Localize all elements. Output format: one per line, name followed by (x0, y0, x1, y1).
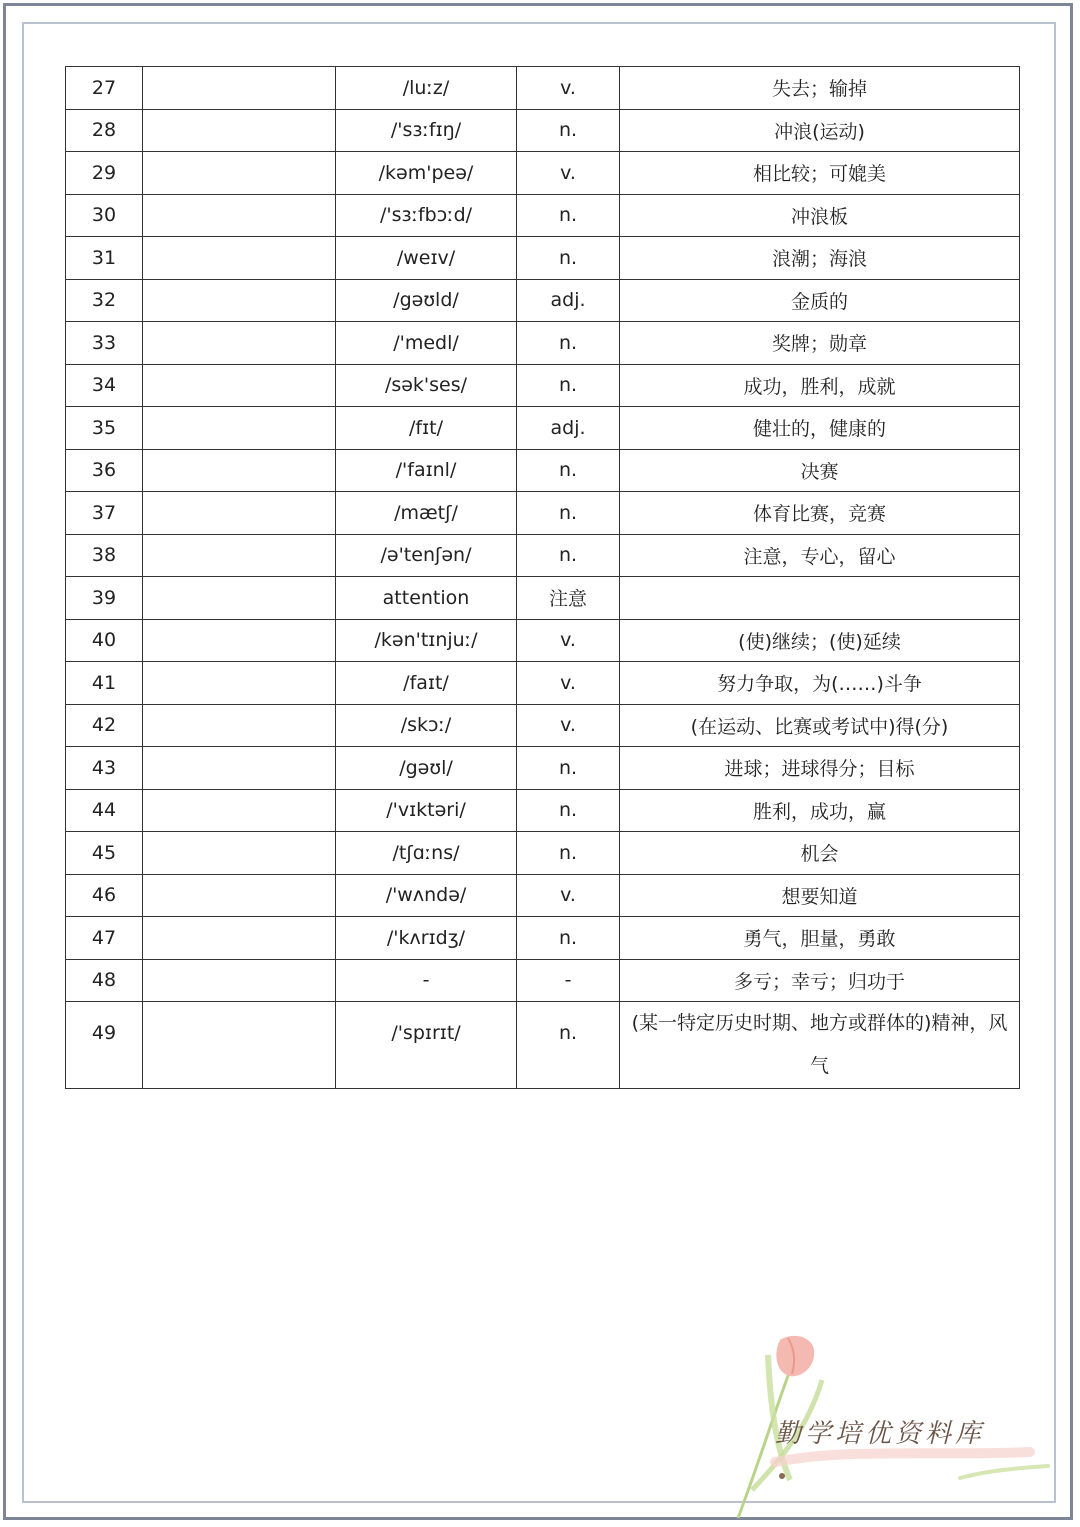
table-row (66, 917, 1020, 960)
meaning-cell: 努力争取，为(……)斗争 (620, 662, 1020, 705)
phonetic-cell: /'sɜːfbɔːd/ (336, 194, 517, 237)
phonetic-cell: /'wʌndə/ (336, 874, 517, 917)
part-of-speech-cell: 注意 (517, 577, 620, 620)
word-cell (143, 364, 336, 407)
table-row (66, 194, 1020, 237)
table-row (66, 874, 1020, 917)
table-row (66, 577, 1020, 620)
table-row (66, 662, 1020, 705)
part-of-speech-cell: n. (517, 747, 620, 790)
meaning-cell (620, 577, 1020, 620)
row-number-cell: 31 (66, 237, 143, 280)
meaning-cell: 奖牌；勋章 (620, 322, 1020, 365)
table-row (66, 364, 1020, 407)
part-of-speech-cell: n. (517, 917, 620, 960)
part-of-speech-cell: n. (517, 1002, 620, 1089)
meaning-cell: 冲浪(运动) (620, 109, 1020, 152)
word-cell (143, 747, 336, 790)
meaning-cell: 健壮的，健康的 (620, 407, 1020, 450)
phonetic-cell: /skɔː/ (336, 704, 517, 747)
word-cell (143, 577, 336, 620)
phonetic-cell: - (336, 959, 517, 1002)
row-number-cell: 45 (66, 832, 143, 875)
part-of-speech-cell: adj. (517, 279, 620, 322)
part-of-speech-cell: n. (517, 194, 620, 237)
word-cell (143, 109, 336, 152)
table-row (66, 789, 1020, 832)
word-cell (143, 917, 336, 960)
word-cell (143, 407, 336, 450)
row-number-cell: 41 (66, 662, 143, 705)
row-number-cell: 47 (66, 917, 143, 960)
phonetic-cell: /fɪt/ (336, 407, 517, 450)
phonetic-cell: /gəʊl/ (336, 747, 517, 790)
meaning-cell: (某一特定历史时期、地方或群体的)精神，风气 (620, 1002, 1020, 1089)
row-number-cell: 37 (66, 492, 143, 535)
phonetic-cell: attention (336, 577, 517, 620)
row-number-cell: 43 (66, 747, 143, 790)
row-number-cell: 32 (66, 279, 143, 322)
table-row (66, 67, 1020, 110)
meaning-cell: 机会 (620, 832, 1020, 875)
table-row (66, 322, 1020, 365)
meaning-cell: (使)继续；(使)延续 (620, 619, 1020, 662)
row-number-cell: 28 (66, 109, 143, 152)
meaning-cell: 失去；输掉 (620, 67, 1020, 110)
table-row (66, 959, 1020, 1002)
row-number-cell: 40 (66, 619, 143, 662)
phonetic-cell: /'sɜːfɪŋ/ (336, 109, 517, 152)
table-row (66, 109, 1020, 152)
word-cell (143, 704, 336, 747)
row-number-cell: 38 (66, 534, 143, 577)
word-cell (143, 492, 336, 535)
word-cell (143, 237, 336, 280)
word-cell (143, 67, 336, 110)
meaning-cell: 冲浪板 (620, 194, 1020, 237)
part-of-speech-cell: n. (517, 364, 620, 407)
table-row (66, 279, 1020, 322)
phonetic-cell: /kəm'peə/ (336, 152, 517, 195)
meaning-cell: 相比较；可媲美 (620, 152, 1020, 195)
row-number-cell: 27 (66, 67, 143, 110)
part-of-speech-cell: n. (517, 109, 620, 152)
word-cell (143, 194, 336, 237)
part-of-speech-cell: n. (517, 322, 620, 365)
word-cell (143, 322, 336, 365)
part-of-speech-cell: n. (517, 237, 620, 280)
meaning-cell: 胜利，成功，赢 (620, 789, 1020, 832)
meaning-cell: 进球；进球得分；目标 (620, 747, 1020, 790)
meaning-cell: 注意，专心，留心 (620, 534, 1020, 577)
part-of-speech-cell: v. (517, 874, 620, 917)
table-row (66, 237, 1020, 280)
word-cell (143, 874, 336, 917)
word-cell (143, 619, 336, 662)
phonetic-cell: /'faɪnl/ (336, 449, 517, 492)
row-number-cell: 34 (66, 364, 143, 407)
word-cell (143, 152, 336, 195)
word-cell (143, 279, 336, 322)
part-of-speech-cell: v. (517, 619, 620, 662)
table-row (66, 1002, 1020, 1089)
watermark-text: 勤学培优资料库 (775, 1419, 986, 1449)
part-of-speech-cell: v. (517, 704, 620, 747)
word-cell (143, 789, 336, 832)
word-cell (143, 832, 336, 875)
row-number-cell: 35 (66, 407, 143, 450)
row-number-cell: 39 (66, 577, 143, 620)
phonetic-cell: /faɪt/ (336, 662, 517, 705)
meaning-cell: 浪潮；海浪 (620, 237, 1020, 280)
part-of-speech-cell: n. (517, 534, 620, 577)
word-cell (143, 959, 336, 1002)
word-cell (143, 449, 336, 492)
vocabulary-table-body (66, 67, 1020, 1089)
row-number-cell: 49 (66, 1002, 143, 1089)
phonetic-cell: /'spɪrɪt/ (336, 1002, 517, 1089)
meaning-cell: 决赛 (620, 449, 1020, 492)
table-row (66, 704, 1020, 747)
table-row (66, 407, 1020, 450)
meaning-cell: 体育比赛，竞赛 (620, 492, 1020, 535)
table-row (66, 619, 1020, 662)
phonetic-cell: /gəʊld/ (336, 279, 517, 322)
part-of-speech-cell: adj. (517, 407, 620, 450)
part-of-speech-cell: v. (517, 662, 620, 705)
part-of-speech-cell: n. (517, 789, 620, 832)
meaning-cell: 勇气，胆量，勇敢 (620, 917, 1020, 960)
phonetic-cell: /ə'tenʃən/ (336, 534, 517, 577)
row-number-cell: 42 (66, 704, 143, 747)
phonetic-cell: /'medl/ (336, 322, 517, 365)
phonetic-cell: /'kʌrɪdʒ/ (336, 917, 517, 960)
meaning-cell: (在运动、比赛或考试中)得(分) (620, 704, 1020, 747)
table-row (66, 152, 1020, 195)
part-of-speech-cell: n. (517, 492, 620, 535)
part-of-speech-cell: n. (517, 449, 620, 492)
row-number-cell: 46 (66, 874, 143, 917)
phonetic-cell: /sək'ses/ (336, 364, 517, 407)
part-of-speech-cell: n. (517, 832, 620, 875)
row-number-cell: 44 (66, 789, 143, 832)
part-of-speech-cell: v. (517, 152, 620, 195)
part-of-speech-cell: v. (517, 67, 620, 110)
phonetic-cell: /luːz/ (336, 67, 517, 110)
phonetic-cell: /kən'tɪnjuː/ (336, 619, 517, 662)
meaning-cell: 成功，胜利，成就 (620, 364, 1020, 407)
table-row (66, 832, 1020, 875)
row-number-cell: 48 (66, 959, 143, 1002)
meaning-cell: 金质的 (620, 279, 1020, 322)
row-number-cell: 33 (66, 322, 143, 365)
vocabulary-table (65, 66, 1020, 1089)
row-number-cell: 36 (66, 449, 143, 492)
meaning-cell: 想要知道 (620, 874, 1020, 917)
table-row (66, 449, 1020, 492)
table-row (66, 534, 1020, 577)
word-cell (143, 1002, 336, 1089)
row-number-cell: 30 (66, 194, 143, 237)
phonetic-cell: /tʃɑːns/ (336, 832, 517, 875)
phonetic-cell: /weɪv/ (336, 237, 517, 280)
row-number-cell: 29 (66, 152, 143, 195)
part-of-speech-cell: - (517, 959, 620, 1002)
meaning-cell: 多亏；幸亏；归功于 (620, 959, 1020, 1002)
phonetic-cell: /mætʃ/ (336, 492, 517, 535)
table-row (66, 492, 1020, 535)
phonetic-cell: /'vɪktəri/ (336, 789, 517, 832)
table-row (66, 747, 1020, 790)
word-cell (143, 534, 336, 577)
word-cell (143, 662, 336, 705)
